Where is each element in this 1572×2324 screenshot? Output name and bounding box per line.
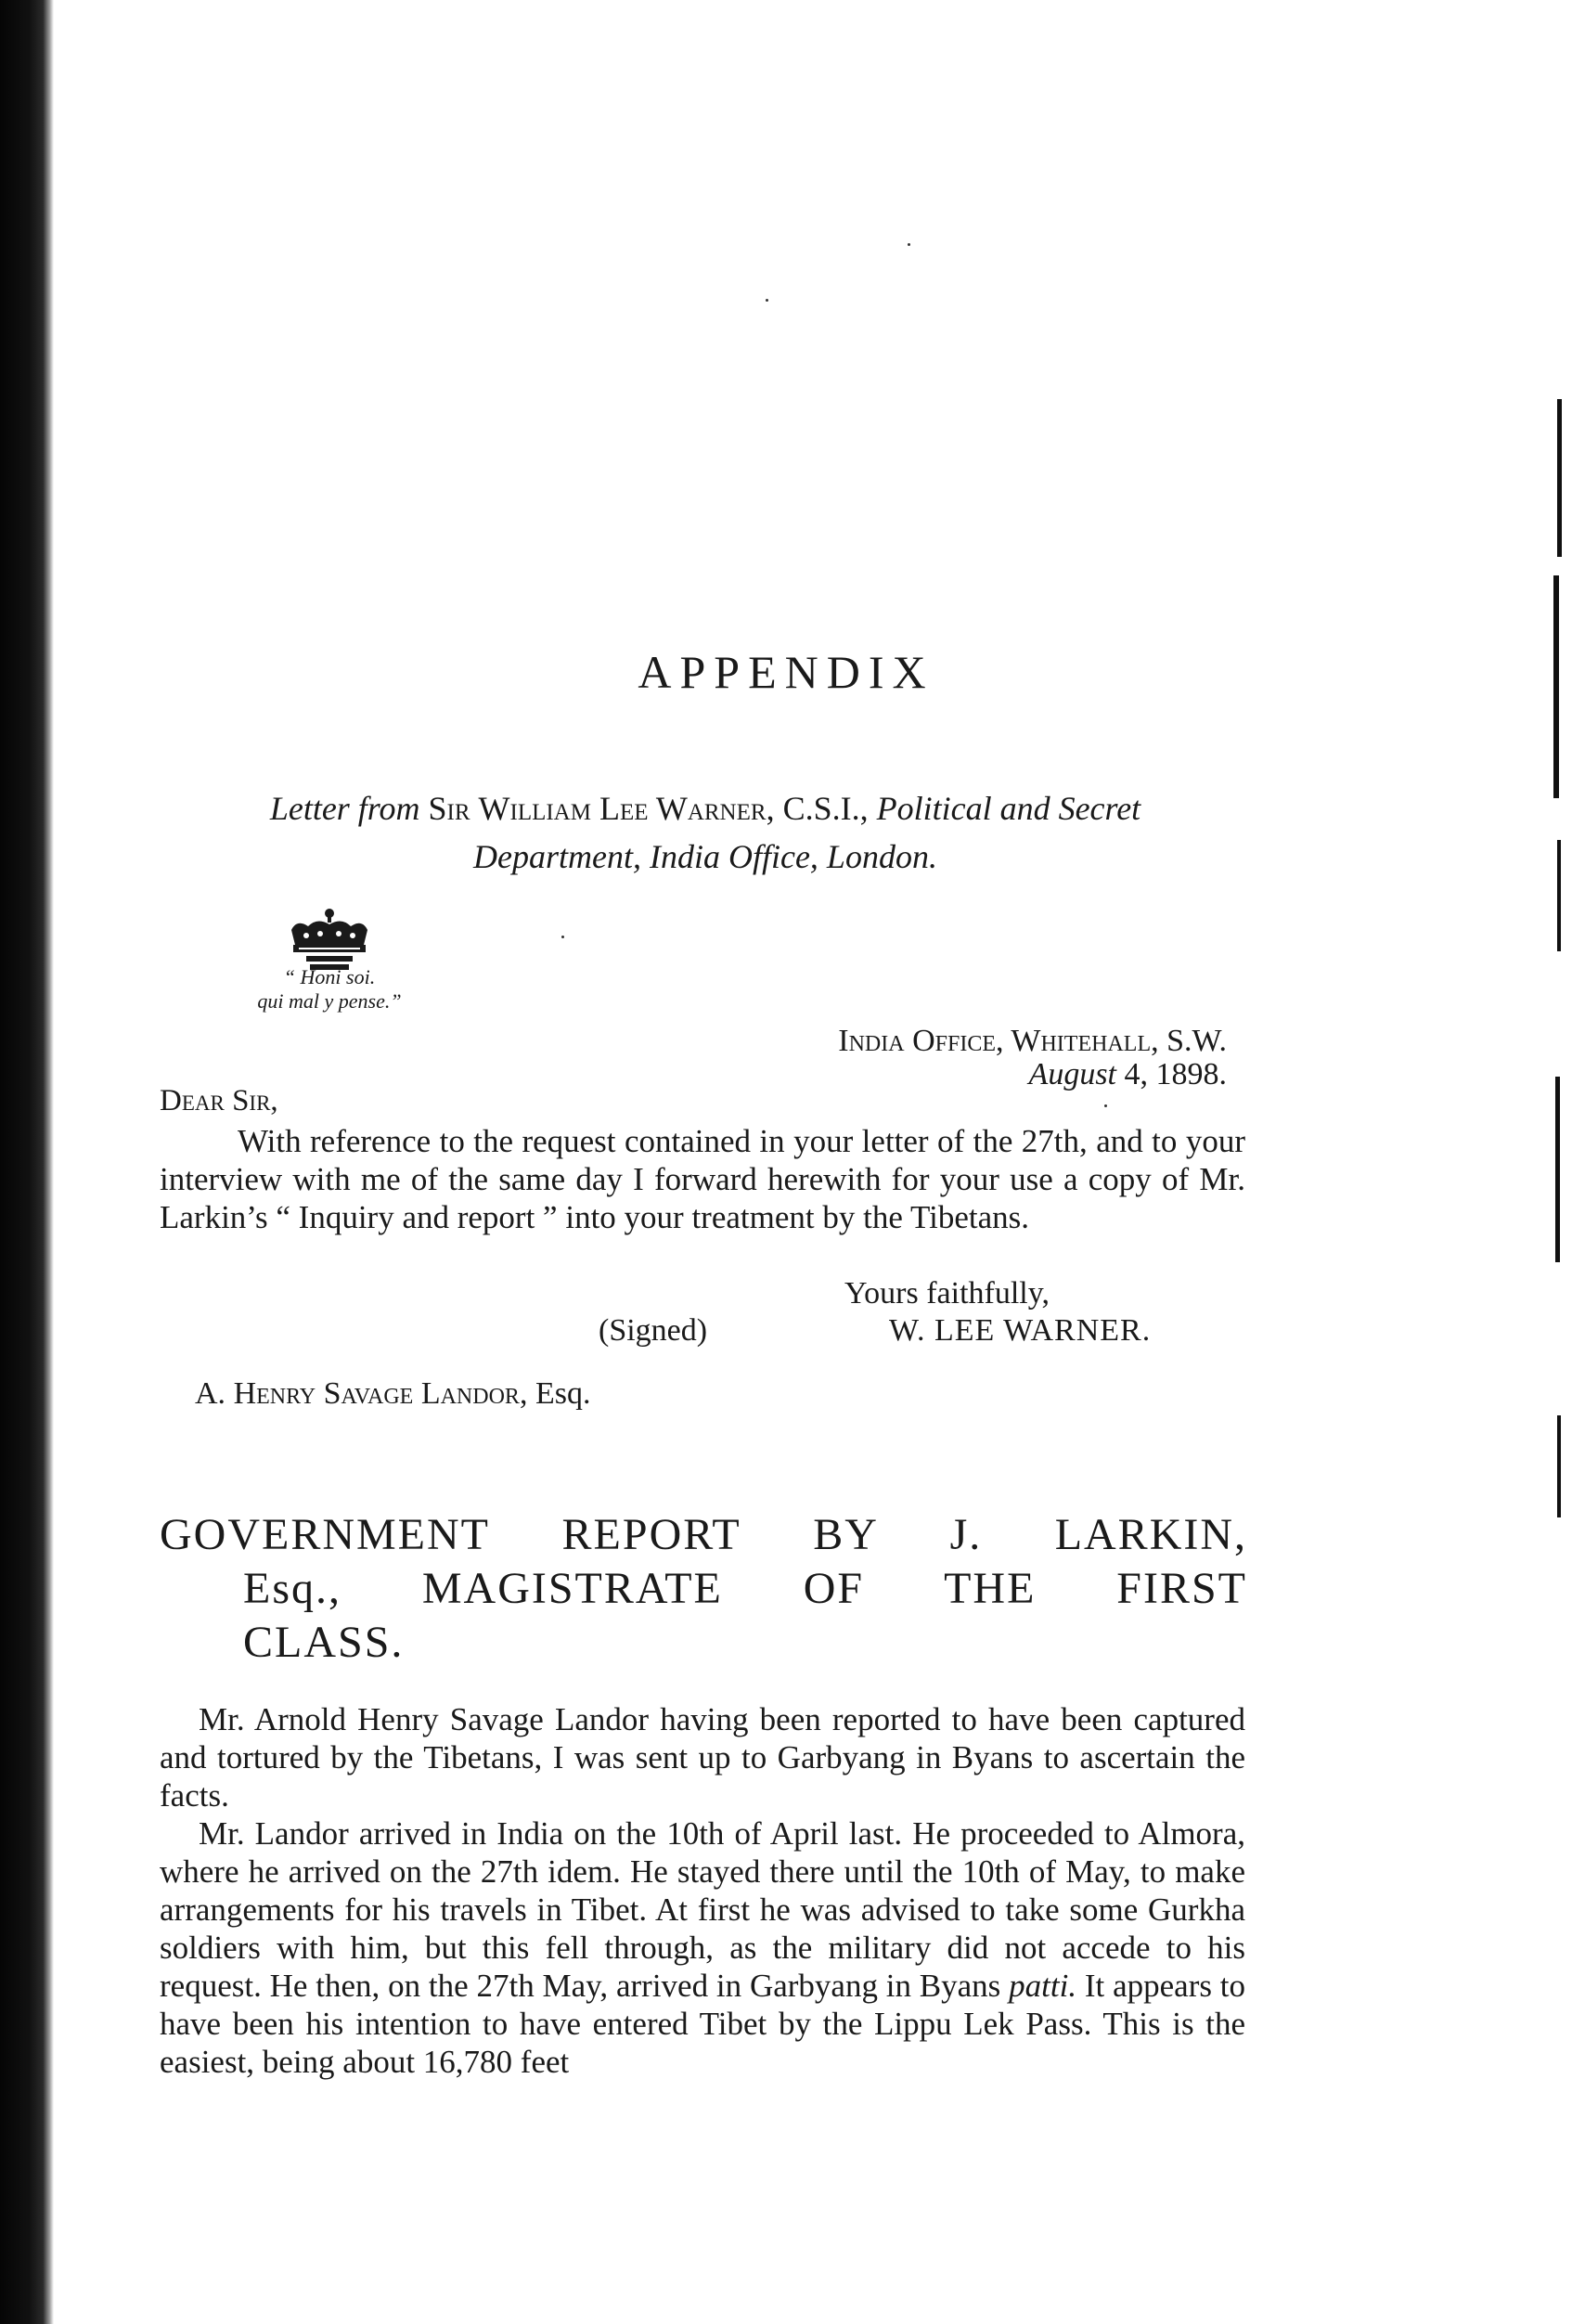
recipient-name: Henry Savage Landor: [233, 1376, 520, 1411]
appendix-title: APPENDIX: [638, 646, 934, 698]
scan-artifact: [766, 299, 768, 302]
scan-artifact: [908, 243, 910, 246]
letter-date-month: August: [1028, 1057, 1116, 1091]
valediction: Yours faithfully,: [844, 1276, 1050, 1310]
crest-motto: [195, 965, 464, 1014]
salutation: Dear Sir,: [160, 1084, 278, 1117]
report-title-line-2: Esq., MAGISTRATE OF THE FIRST: [243, 1564, 1247, 1613]
scan-artifact: [1555, 1077, 1560, 1262]
report-title-line-1: GOVERNMENT REPORT BY J. LARKIN,: [160, 1510, 1247, 1559]
scan-artifact: [1557, 399, 1562, 557]
scan-artifact: [1557, 840, 1561, 951]
letter-heading-honours: , C.S.I.,: [766, 790, 869, 827]
book-binding-edge: [0, 0, 54, 2324]
recipient: [195, 1376, 590, 1412]
letter-heading-sir: Sir: [428, 790, 470, 827]
letter-body: With reference to the request contained in your letter of the 27th, and to your interview with me of the same day I forward herewith for your use a copy of Mr. Larkin’s “ Inquiry and report ” into your treatment by the Tibetans.: [160, 1123, 1245, 1235]
scan-artifact: [1104, 1104, 1107, 1107]
report-paragraph-2-text: Mr. Landor arrived in India on the 10th of April last. He proceeded to Almora, where he arrived on the 27th idem. He stayed there until the 10th of May, to make arrangements for his travels in Tibet. At first he was advised to take some Gurkha soldiers with him, but this fell through, as the military did not accede to his request. He then, on the 27th May, arrived in Garbyang in Byans: [160, 1815, 1245, 2004]
signatory: W. LEE WARNER.: [889, 1313, 1152, 1348]
report-title-line-3: CLASS.: [243, 1618, 405, 1667]
motto-line-1: “ Honi soi.: [283, 965, 376, 988]
report-paragraph-2-italic: patti.: [1009, 1968, 1077, 2004]
letter-heading-name: William Lee Warner: [478, 790, 767, 827]
report-paragraph-2-tail: It appears to have been his intention to have entered Tibet by the Lippu Lek Pass. This is the easiest, being about 16,780 feet: [160, 1968, 1246, 2080]
report-paragraph-2: [160, 1814, 1245, 2081]
report-paragraph-1: Mr. Arnold Henry Savage Landor having been reported to have been captured and tortured by the Tibetans, I was sent up to Garbyang in Byans to ascertain the facts.: [160, 1701, 1245, 1814]
letter-heading-department-2: Department, India Office, London.: [473, 838, 937, 875]
letter-heading: [158, 784, 1253, 881]
motto-line-2: qui mal y pense.”: [257, 989, 402, 1013]
letter-date-rest: 4, 1898.: [1116, 1057, 1227, 1091]
letter-heading-prefix: Letter from: [269, 790, 420, 827]
scan-artifact: [1557, 1415, 1561, 1517]
recipient-initial: A.: [195, 1376, 234, 1411]
signed-note: (Signed): [599, 1313, 708, 1348]
letter-date: [1029, 1057, 1227, 1092]
scan-artifact: [561, 936, 564, 938]
sender-address: India Office, Whitehall, S.W.: [838, 1024, 1227, 1058]
report-title: [160, 1508, 1247, 1670]
recipient-suffix: , Esq.: [519, 1376, 591, 1411]
letter-heading-department-1: Political and Secret: [876, 790, 1141, 827]
